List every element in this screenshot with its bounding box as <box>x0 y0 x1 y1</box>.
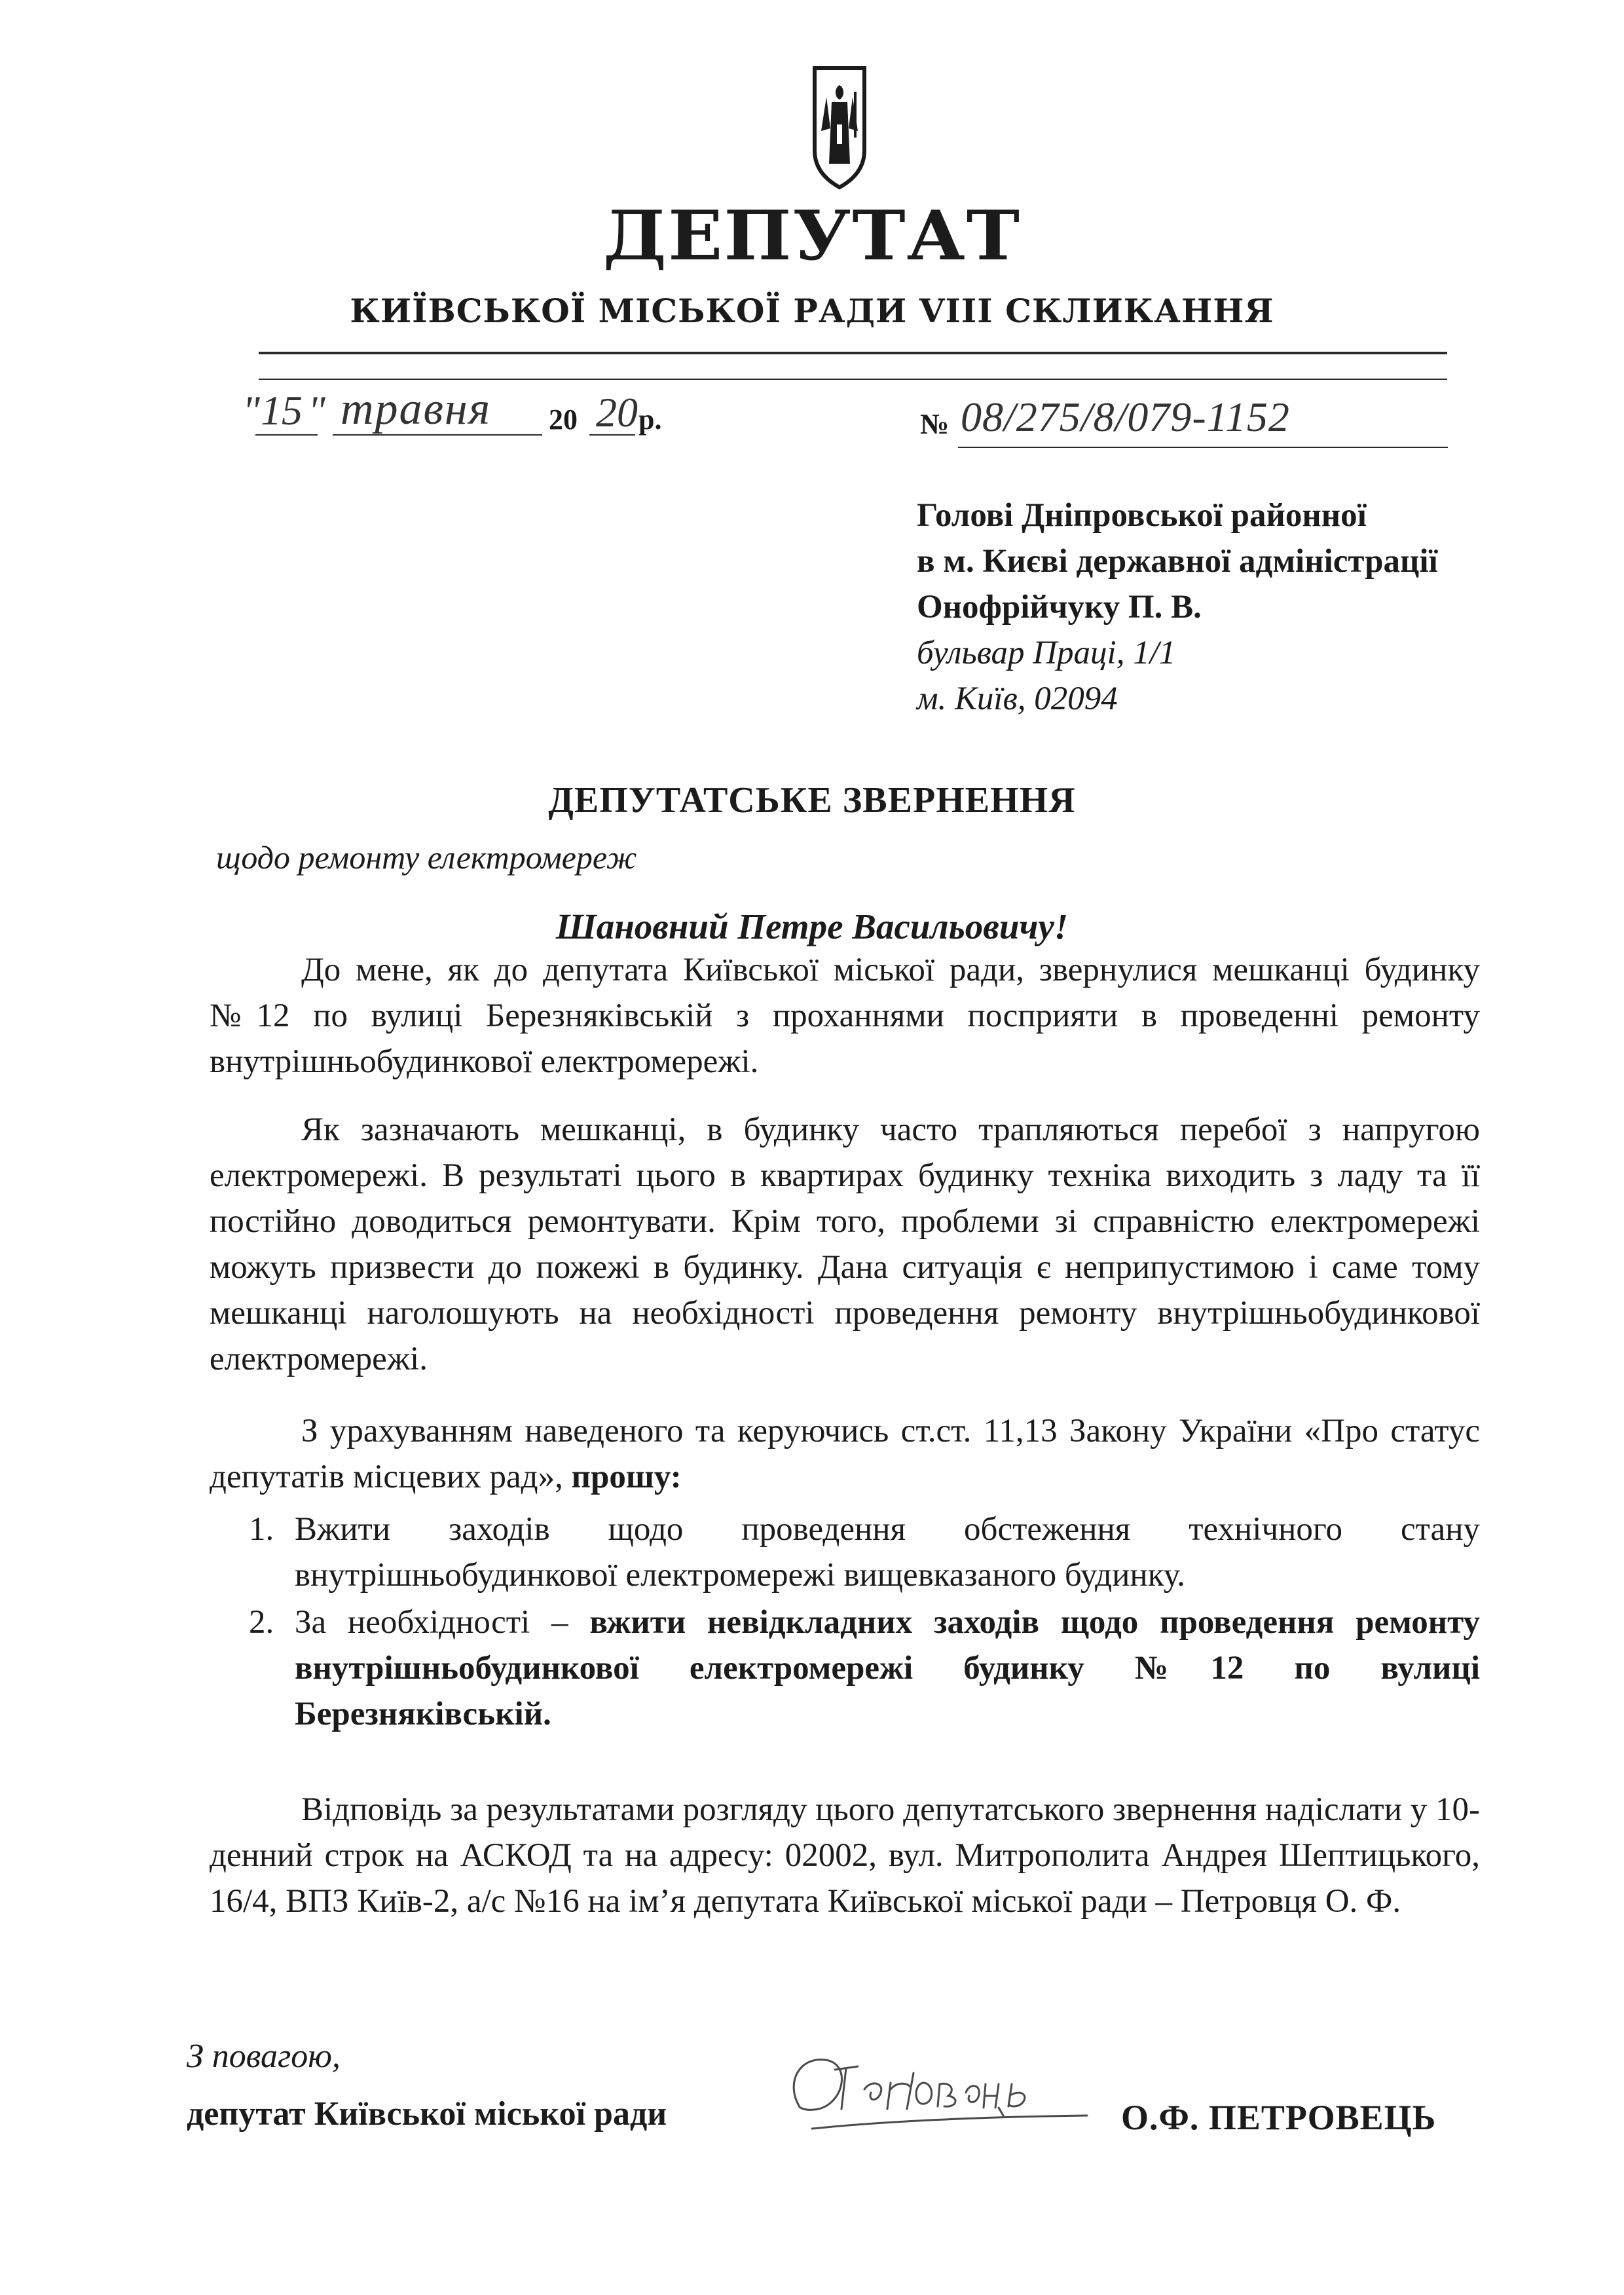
request-list <box>249 1506 1480 1738</box>
date-day: 15 <box>261 387 303 434</box>
date-year: 20 <box>596 389 638 436</box>
closing-phrase: З повагою, <box>187 2038 341 2075</box>
document-subject: щодо ремонту електромереж <box>216 839 637 876</box>
handwritten-signature <box>773 2043 1139 2142</box>
signer-role: депутат Київської міської ради <box>187 2095 667 2133</box>
signer-name: О.Ф. ПЕТРОВЕЦЬ <box>1121 2098 1437 2137</box>
body-text-1: До мене, як до депутата Київської міської ради, звернулися мешканці будинку №12 по вулиці Березняківській з проханнями посприяти в проведенні ремонту внутрішньобудинкової електромережі. <box>210 952 1480 1080</box>
request-text: За необхідності – <box>295 1604 568 1641</box>
reg-number-underline <box>958 447 1448 448</box>
letterhead-rule-bottom <box>259 379 1447 380</box>
date-century: 20 <box>549 403 578 436</box>
addressee-block <box>917 493 1572 722</box>
reg-number-prefix: № <box>920 408 950 440</box>
body-paragraph-3 <box>210 1408 1480 1500</box>
date-day-underline <box>255 434 318 436</box>
addressee-line5: м. Київ, 02094 <box>917 681 1118 717</box>
document-date <box>242 383 753 442</box>
date-suffix: р. <box>638 403 662 436</box>
body-paragraph-1 <box>210 947 1480 1085</box>
date-month: травня <box>341 384 492 434</box>
date-close-quote: " <box>308 387 325 434</box>
addressee-line2: в м. Києві державної адміністрації <box>917 543 1438 580</box>
reg-number-value: 08/275/8/079-1152 <box>961 394 1290 440</box>
request-item <box>249 1506 1480 1598</box>
kyiv-coat-of-arms-icon <box>812 65 867 190</box>
request-item <box>249 1599 1480 1737</box>
date-open-quote: " <box>242 387 260 434</box>
date-month-underline <box>333 434 542 436</box>
document-title: ДЕПУТАТСЬКЕ ЗВЕРНЕННЯ <box>548 780 1076 821</box>
addressee-line1: Голові Дніпровської районної <box>917 497 1367 534</box>
date-year-underline <box>589 434 635 436</box>
reply-text: Відповідь за результатами розгляду цього депутатського звернення надіслати у 10-денний строк на АСКОД та на адресу: 02002, вул. Митрополита Андрея Шептицького, 16/4, ВПЗ Київ-2, а/с №16 на ім’я депутата Київської міської ради – Петровця О. Ф. <box>210 1791 1480 1920</box>
letterhead-title: ДЕПУТАТ <box>602 195 1022 276</box>
body-text-3-bold: прошу: <box>571 1459 682 1495</box>
body-paragraph-2 <box>210 1107 1480 1382</box>
request-number: 2. <box>249 1604 274 1641</box>
addressee-line3: Онофрійчуку П. В. <box>917 589 1202 625</box>
request-number: 1. <box>249 1511 274 1548</box>
request-text-bold: вжити невідкладних заходів щодо проведення ремонту внутрішньобудинкової електромережі будинку №12 по вулиці Березняківській. <box>295 1604 1481 1732</box>
body-text-3: З урахуванням наведеного та керуючись ст.ст. 11,13 Закону України «Про статус депутатів місцевих рад», <box>210 1413 1480 1495</box>
request-text: Вжити заходів щодо проведення обстеження технічного стану внутрішньобудинкової електромережі вищевказаного будинку. <box>295 1511 1480 1594</box>
body-text-2: Як зазначають мешканці, в будинку часто трапляються перебої з напругою електромережі. В результаті цього в квартирах будинку техніка виходить з ладу та її постійно доводиться ремонтувати. Крім того, проблеми зі справністю електромережі можуть призвести до пожежі в будинку. Дана ситуація є неприпустимою і саме тому мешканці наголошують на необхідності проведення ремонту внутрішньобудинкової електромережі. <box>210 1111 1480 1377</box>
letterhead-rule-top <box>259 352 1447 354</box>
greeting: Шановний Петре Васильовичу! <box>555 906 1069 946</box>
registration-number <box>920 393 1450 452</box>
letterhead-subtitle: КИЇВСЬКОЇ МІСЬКОЇ РАДИ VIII СКЛИКАННЯ <box>350 291 1274 330</box>
reply-paragraph <box>210 1787 1480 1924</box>
addressee-line4: бульвар Праці, 1/1 <box>917 635 1176 671</box>
